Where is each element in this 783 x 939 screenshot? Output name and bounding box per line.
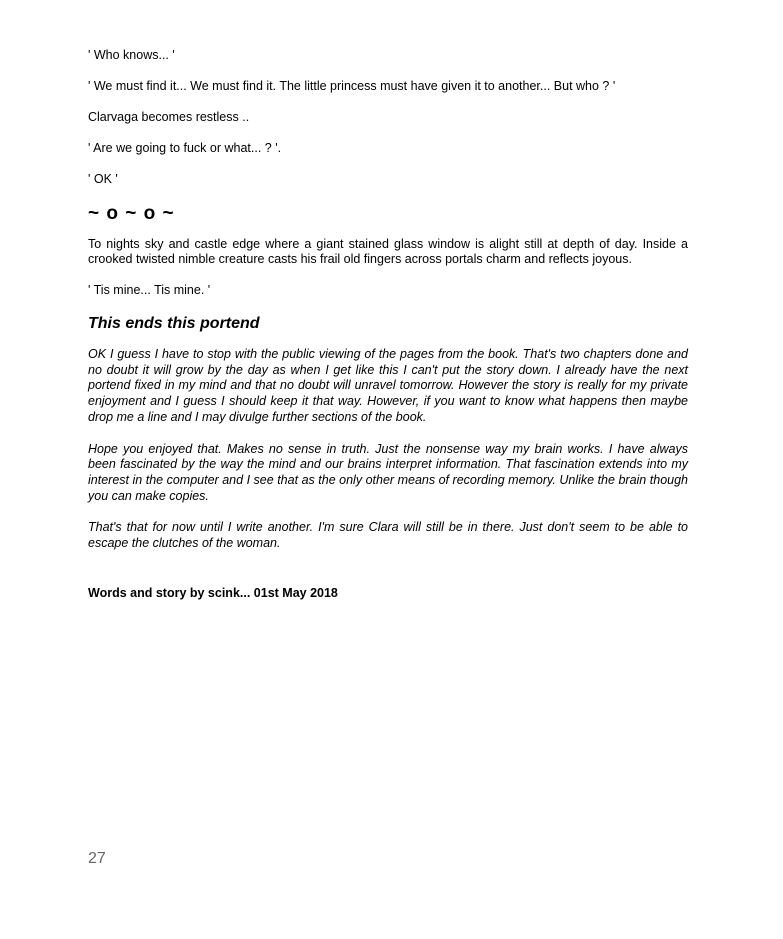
author-note-paragraph: OK I guess I have to stop with the public viewing of the pages from the book. That's two chapters done and no doubt it will grow by the day as when I get like this I can't put the story down. I already have the next portend fixed in my mind and that no doubt will unravel tomorrow. However the story is really for my private enjoyment and I guess I should keep it that way. However, if you want to know what happens then maybe drop me a line and I may divulge further sections of the book. <box>88 347 688 424</box>
dialogue-line: ' We must find it... We must find it. The little princess must have given it to another... But who ? ' <box>88 79 616 93</box>
author-note-paragraph: That's that for now until I write another. I'm sure Clara will still be in there. Just don't seem to be able to escape the clutches of the woman. <box>88 520 688 551</box>
dialogue-line: ' OK ' <box>88 172 118 186</box>
end-heading: This ends this portend <box>88 315 260 332</box>
scene-paragraph: To nights sky and castle edge where a giant stained glass window is alight still at depth of day. Inside a crooked twisted nimble creature casts his frail old fingers across portals charm and reflects joyous. <box>88 237 688 266</box>
section-divider: ~ o ~ o ~ <box>88 203 175 224</box>
author-note-paragraph: Hope you enjoyed that. Makes no sense in truth. Just the nonsense way my brain works. I have always been fascinated by the way the mind and our brains interpret information. That fascination extends into my interest in the computer and I see that as the only other means of recording memory. Unlike the brain though you can make copies. <box>88 441 688 503</box>
narration-line: Clarvaga becomes restless .. <box>88 110 250 124</box>
document-page <box>88 48 688 601</box>
dialogue-line: ' Who knows... ' <box>88 48 175 62</box>
page-number: 27 <box>88 850 106 867</box>
dialogue-line: ' Are we going to fuck or what... ? '. <box>88 141 282 155</box>
author-credit: Words and story by scink... 01st May 2018 <box>88 585 338 600</box>
closing-quote: ' Tis mine... Tis mine. ' <box>88 283 211 297</box>
